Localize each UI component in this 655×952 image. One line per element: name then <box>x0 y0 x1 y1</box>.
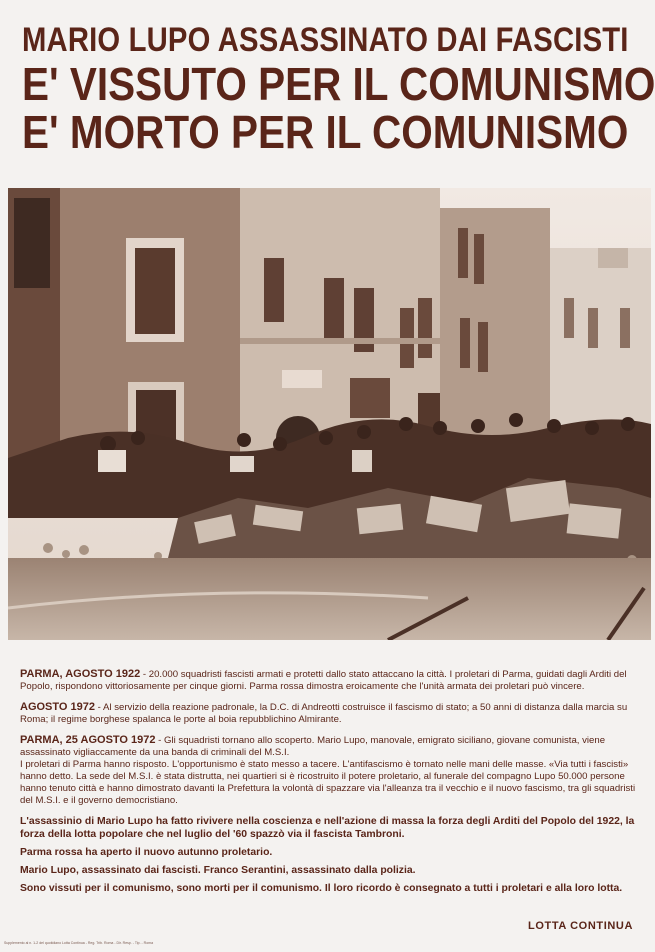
paragraph-25-agosto <box>20 734 640 807</box>
closing-2: Parma rossa ha aperto il nuovo autunno proletario. <box>20 847 273 858</box>
date-label: AGOSTO 1972 <box>20 701 95 713</box>
paragraph-text-continued: I proletari di Parma hanno risposto. L'opportunismo è stato messo a tacere. L'antifascismo è tornato nelle mani delle masse. «Via tutti i fascisti» hanno detto. La sede del M.S.I. è stata distrutta, nei quartieri si è ricostruito il potere proletario, al funerale del compagno Lupo 50.000 persone hanno tenuto città e hanno dimostrato davanti la Prefettura la volontà di spazzare via l'alleanza tra il vecchio e il nuovo fascismo, tra gli squadristi del M.S.I. e il governo democristiano. <box>20 759 636 806</box>
date-label: PARMA, AGOSTO 1922 <box>20 668 141 680</box>
paragraph-text: - 20.000 squadristi fascisti armati e protetti dallo stato attaccano la città. I proletari di Parma, guidati dagli Arditi del Popolo, rispondono vittoriosamente per cinque giorni. Parma rossa dimostra eroicamente che l'unità armata dei proletari può vincere. <box>20 669 627 692</box>
paragraph-text: - Al servizio della reazione padronale, la D.C. di Andreotti costruisce il fascismo di stato; a 50 anni di distanza dalla marcia su Roma; il regime borghese spalanca le porte al boia repubblichino Almirante. <box>20 702 628 725</box>
headline <box>22 20 655 158</box>
closing-4: Sono vissuti per il comunismo, sono morti per il comunismo. Il loro ricordo è consegnato a tutti i proletari e alla loro lotta. <box>20 883 623 894</box>
paragraph-1972 <box>20 701 640 726</box>
closing-3: Mario Lupo, assassinato dai fascisti. Franco Serantini, assassinato dalla polizia. <box>20 865 416 876</box>
street-photo-illustration <box>8 188 651 640</box>
imprint-footer: Supplemento al n. 1-2 del quotidiano Lotta Continua - Reg. Trib. Roma - Dir. Resp. - Tip. - Roma <box>4 941 154 945</box>
street-photo <box>8 188 651 640</box>
headline-line-3: E' MORTO PER IL COMUNISMO <box>22 106 629 158</box>
body-text <box>20 668 640 900</box>
headline-line-2: E' VISSUTO PER IL COMUNISMO <box>22 58 655 110</box>
headline-line-1: MARIO LUPO ASSASSINATO DAI FASCISTI <box>22 21 629 59</box>
paragraph-text: - Gli squadristi tornano allo scoperto. Mario Lupo, manovale, emigrato siciliano, giovane comunista, viene assassinato vigliaccamente da una banda di criminali del M.S.I. <box>20 735 606 758</box>
paragraph-1922 <box>20 668 640 693</box>
closing-1: L'assassinio di Mario Lupo ha fatto rivivere nella coscienza e nell'azione di massa la forza degli Arditi del Popolo del 1922, la forza della lotta popolare che nel luglio del '60 spazzò via il fascista Tambroni. <box>20 816 635 840</box>
signature: LOTTA CONTINUA <box>528 920 633 932</box>
date-label: PARMA, 25 AGOSTO 1972 <box>20 734 156 746</box>
